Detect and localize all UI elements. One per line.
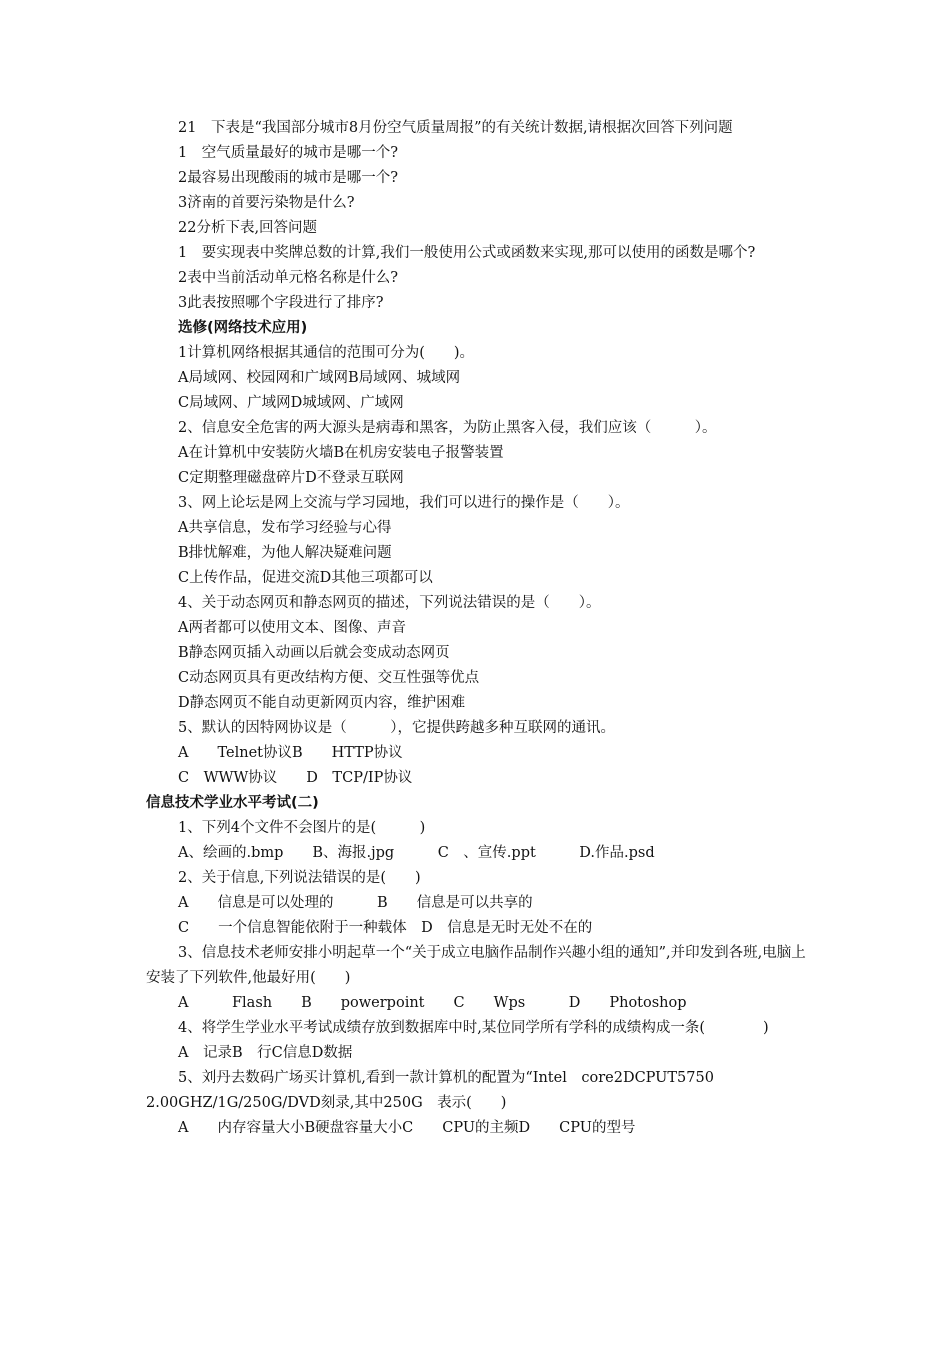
text-line: A、绘画的.bmp B、海报.jpg C 、宣传.ppt D.作品.psd	[178, 845, 655, 861]
text-line: B静态网页插入动画以后就会变成动态网页	[178, 645, 450, 661]
text-line: 3、信息技术老师安排小明起草一个“关于成立电脑作品制作兴趣小组的通知”,并印发到各班,电脑上安装了下列软件,他最好用( )	[146, 945, 806, 986]
text-line: 1计算机网络根据其通信的范围可分为( )。	[178, 345, 475, 361]
text-line: 3此表按照哪个字段进行了排序?	[178, 295, 384, 311]
text-line: 3、网上论坛是网上交流与学习园地，我们可以进行的操作是（ ）。	[178, 495, 630, 511]
text-line: D静态网页不能自动更新网页内容，维护困难	[178, 695, 466, 711]
text-line: A Telnet协议B HTTP协议	[178, 745, 403, 761]
text-line: A局域网、校园网和广域网B局域网、城域网	[178, 370, 461, 386]
text-line: A共享信息，发布学习经验与心得	[178, 520, 392, 536]
text-line: A在计算机中安装防火墙B在机房安装电子报警装置	[178, 445, 504, 461]
text-line: A 记录B 行C信息D数据	[178, 1045, 353, 1061]
text-line: C WWW协议 D TCP/IP协议	[178, 770, 413, 786]
text-line: 5、刘丹去数码广场买计算机,看到一款计算机的配置为“Intel core2DCPUT5750 2.00GHZ/1G/250G/DVD刻录,其中250G 表示( )	[146, 1070, 729, 1111]
text-line: B排忧解难，为他人解决疑难问题	[178, 545, 392, 561]
section-heading: 选修(网络技术应用)	[178, 320, 308, 336]
text-line: 4、关于动态网页和静态网页的描述，下列说法错误的是（ ）。	[178, 595, 601, 611]
text-line: C上传作品，促进交流D其他三项都可以	[178, 570, 433, 586]
document-body	[146, 116, 806, 1141]
text-line: 1、下列4个文件不会图片的是( )	[178, 820, 426, 836]
text-line: 21 下表是“我国部分城市8月份空气质量周报”的有关统计数据,请根据次回答下列问题	[178, 120, 733, 136]
text-line: A Flash B powerpoint C Wps D Photoshop	[178, 995, 687, 1011]
text-line: 2最容易出现酸雨的城市是哪一个?	[178, 170, 398, 186]
text-line: A两者都可以使用文本、图像、声音	[178, 620, 406, 636]
text-line: 1 空气质量最好的城市是哪一个?	[178, 145, 398, 161]
text-line: C定期整理磁盘碎片D不登录互联网	[178, 470, 404, 486]
text-line: A 信息是可以处理的 B 信息是可以共享的	[178, 895, 533, 911]
text-line: 22分析下表,回答问题	[178, 220, 318, 236]
text-line: 5、默认的因特网协议是（ ），它提供跨越多种互联网的通讯。	[178, 720, 615, 736]
text-line: C动态网页具有更改结构方便、交互性强等优点	[178, 670, 480, 686]
text-line: 2、信息安全危害的两大源头是病毒和黑客，为防止黑客入侵，我们应该（ ）。	[178, 420, 717, 436]
section-heading: 信息技术学业水平考试(二)	[146, 795, 319, 811]
text-line: 1 要实现表中奖牌总数的计算,我们一般使用公式或函数来实现,那可以使用的函数是哪个?	[178, 245, 756, 261]
text-line: 3济南的首要污染物是什么?	[178, 195, 355, 211]
text-line: C 一个信息智能依附于一种载体 D 信息是无时无处不在的	[178, 920, 593, 936]
text-line: A 内存容量大小B硬盘容量大小C CPU的主频D CPU的型号	[178, 1120, 636, 1136]
text-line: 4、将学生学业水平考试成绩存放到数据库中时,某位同学所有学科的成绩构成一条( )	[178, 1020, 769, 1036]
text-line: C局域网、广域网D城域网、广域网	[178, 395, 404, 411]
text-line: 2、关于信息,下列说法错误的是( )	[178, 870, 421, 886]
text-line: 2表中当前活动单元格名称是什么?	[178, 270, 398, 286]
